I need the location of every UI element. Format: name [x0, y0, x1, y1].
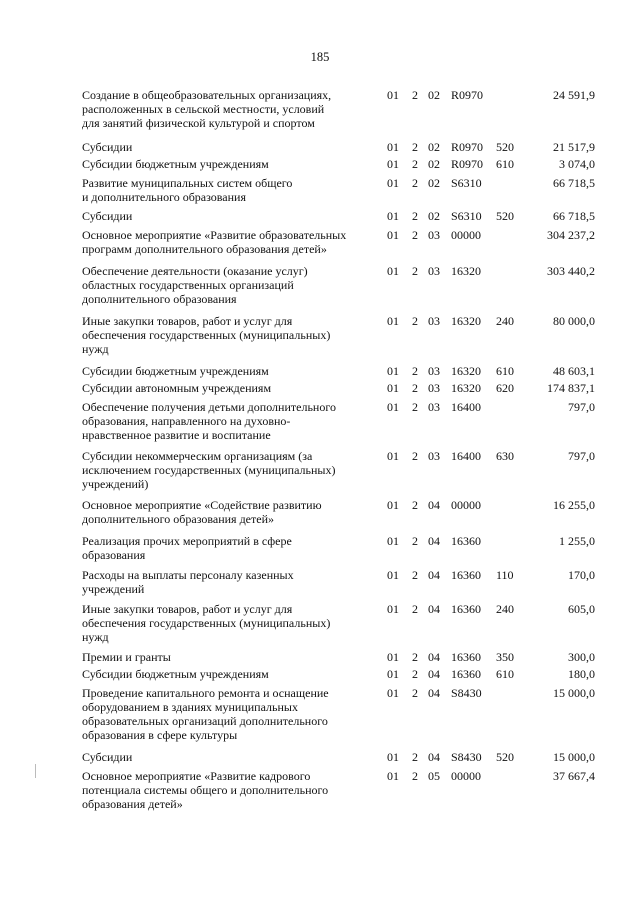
row-code-subprogram: 2	[412, 602, 418, 616]
row-code-program: 01	[387, 650, 399, 664]
row-code-program: 01	[387, 209, 399, 223]
row-amount: 605,0	[568, 602, 595, 616]
row-name: Создание в общеобразовательных организациях, расположенных в сельской местности, условий для занятий физической культурой и спортом	[82, 88, 332, 130]
row-code-activity: 04	[428, 602, 440, 616]
row-code-expense-type: 240	[496, 602, 514, 616]
row-amount: 174 837,1	[547, 381, 595, 395]
row-code-activity: 02	[428, 140, 440, 154]
row-name: Премии и гранты	[82, 650, 171, 664]
row-code-program: 01	[387, 686, 399, 700]
row-name: Субсидии	[82, 209, 133, 223]
page-number: 185	[310, 50, 330, 64]
row-code-direction: 16320	[451, 364, 481, 378]
row-code-activity: 02	[428, 157, 440, 171]
row-code-direction: 16320	[451, 314, 481, 328]
row-code-expense-type: 350	[496, 650, 514, 664]
row-amount: 3 074,0	[559, 157, 595, 171]
row-code-subprogram: 2	[412, 381, 418, 395]
row-amount: 48 603,1	[553, 364, 595, 378]
row-name: Субсидии бюджетным учреждениям	[82, 157, 269, 171]
row-name: Развитие муниципальных систем общего и дополнительного образования	[82, 176, 293, 204]
row-amount: 1 255,0	[559, 534, 595, 548]
row-code-direction: 16360	[451, 534, 481, 548]
row-code-program: 01	[387, 364, 399, 378]
row-code-subprogram: 2	[412, 209, 418, 223]
row-code-program: 01	[387, 602, 399, 616]
row-code-activity: 04	[428, 667, 440, 681]
row-code-subprogram: 2	[412, 568, 418, 582]
row-amount: 66 718,5	[553, 209, 595, 223]
row-amount: 300,0	[568, 650, 595, 664]
row-code-subprogram: 2	[412, 228, 418, 242]
margin-mark	[35, 764, 36, 778]
row-code-program: 01	[387, 314, 399, 328]
row-amount: 37 667,4	[553, 769, 595, 783]
row-amount: 16 255,0	[553, 498, 595, 512]
row-code-program: 01	[387, 534, 399, 548]
row-code-subprogram: 2	[412, 534, 418, 548]
row-code-direction: S6310	[451, 209, 482, 223]
row-name: Субсидии автономным учреждениям	[82, 381, 272, 395]
row-code-program: 01	[387, 568, 399, 582]
row-code-subprogram: 2	[412, 314, 418, 328]
row-code-subprogram: 2	[412, 650, 418, 664]
row-name: Проведение капитального ремонта и оснащение оборудованием в зданиях муниципальных образовательных организаций дополнительного образования в сфере культуры	[82, 686, 329, 742]
row-code-direction: 16320	[451, 264, 481, 278]
row-code-activity: 03	[428, 400, 440, 414]
row-code-subprogram: 2	[412, 750, 418, 764]
row-code-activity: 03	[428, 264, 440, 278]
row-code-direction: 00000	[451, 228, 481, 242]
row-code-activity: 03	[428, 381, 440, 395]
row-name: Иные закупки товаров, работ и услуг для обеспечения государственных (муниципальных) нужд	[82, 602, 331, 644]
row-code-direction: R0970	[451, 157, 484, 171]
row-code-expense-type: 520	[496, 140, 514, 154]
row-code-subprogram: 2	[412, 449, 418, 463]
row-code-activity: 02	[428, 176, 440, 190]
row-code-expense-type: 610	[496, 667, 514, 681]
row-code-expense-type: 610	[496, 364, 514, 378]
row-code-program: 01	[387, 769, 399, 783]
row-code-direction: 00000	[451, 498, 481, 512]
row-amount: 303 440,2	[547, 264, 595, 278]
row-code-activity: 03	[428, 228, 440, 242]
row-code-program: 01	[387, 157, 399, 171]
row-code-expense-type: 610	[496, 157, 514, 171]
row-code-activity: 02	[428, 209, 440, 223]
row-code-subprogram: 2	[412, 667, 418, 681]
row-code-program: 01	[387, 400, 399, 414]
row-code-expense-type: 110	[496, 568, 514, 582]
row-code-subprogram: 2	[412, 498, 418, 512]
row-code-direction: 16360	[451, 667, 481, 681]
row-code-activity: 03	[428, 449, 440, 463]
row-amount: 24 591,9	[553, 88, 595, 102]
row-code-subprogram: 2	[412, 264, 418, 278]
row-code-activity: 04	[428, 686, 440, 700]
row-code-direction: 00000	[451, 769, 481, 783]
row-code-direction: R0970	[451, 140, 484, 154]
row-amount: 15 000,0	[553, 686, 595, 700]
row-code-program: 01	[387, 140, 399, 154]
row-name: Основное мероприятие «Развитие образовательных программ дополнительного образования детей»	[82, 228, 347, 256]
row-code-program: 01	[387, 498, 399, 512]
row-code-direction: 16360	[451, 650, 481, 664]
row-code-subprogram: 2	[412, 157, 418, 171]
row-name: Обеспечение получения детьми дополнительного образования, направленного на духовно- нравственное развитие и воспитание	[82, 400, 336, 442]
row-name: Субсидии	[82, 140, 133, 154]
row-code-subprogram: 2	[412, 176, 418, 190]
row-name: Иные закупки товаров, работ и услуг для обеспечения государственных (муниципальных) нужд	[82, 314, 331, 356]
row-code-activity: 04	[428, 650, 440, 664]
row-code-program: 01	[387, 381, 399, 395]
row-code-program: 01	[387, 750, 399, 764]
row-code-activity: 04	[428, 750, 440, 764]
row-code-activity: 03	[428, 364, 440, 378]
row-amount: 80 000,0	[553, 314, 595, 328]
row-amount: 15 000,0	[553, 750, 595, 764]
row-code-direction: 16360	[451, 602, 481, 616]
row-code-direction: 16400	[451, 449, 481, 463]
row-code-activity: 05	[428, 769, 440, 783]
row-code-direction: 16360	[451, 568, 481, 582]
row-code-program: 01	[387, 264, 399, 278]
row-name: Основное мероприятие «Развитие кадрового потенциала системы общего и дополнительного образования детей»	[82, 769, 329, 811]
row-code-program: 01	[387, 88, 399, 102]
row-code-subprogram: 2	[412, 769, 418, 783]
row-code-direction: 16400	[451, 400, 481, 414]
row-code-subprogram: 2	[412, 364, 418, 378]
row-amount: 170,0	[568, 568, 595, 582]
row-code-expense-type: 630	[496, 449, 514, 463]
row-code-expense-type: 620	[496, 381, 514, 395]
row-code-subprogram: 2	[412, 140, 418, 154]
row-amount: 797,0	[568, 449, 595, 463]
row-name: Субсидии некоммерческим организациям (за исключением государственных (муниципальных) учреждений)	[82, 449, 336, 491]
row-code-program: 01	[387, 449, 399, 463]
row-code-activity: 04	[428, 568, 440, 582]
row-code-subprogram: 2	[412, 400, 418, 414]
row-amount: 66 718,5	[553, 176, 595, 190]
row-name: Субсидии	[82, 750, 133, 764]
row-code-activity: 04	[428, 498, 440, 512]
row-code-expense-type: 240	[496, 314, 514, 328]
row-code-direction: R0970	[451, 88, 484, 102]
row-name: Основное мероприятие «Содействие развитию дополнительного образования детей»	[82, 498, 322, 526]
row-code-subprogram: 2	[412, 88, 418, 102]
row-amount: 304 237,2	[547, 228, 595, 242]
row-name: Субсидии бюджетным учреждениям	[82, 364, 269, 378]
row-name: Обеспечение деятельности (оказание услуг) областных государственных организаций дополнительного образования	[82, 264, 308, 306]
row-code-program: 01	[387, 228, 399, 242]
row-code-direction: 16320	[451, 381, 481, 395]
row-code-activity: 03	[428, 314, 440, 328]
row-code-direction: S8430	[451, 750, 482, 764]
row-code-activity: 04	[428, 534, 440, 548]
row-amount: 21 517,9	[553, 140, 595, 154]
row-code-expense-type: 520	[496, 750, 514, 764]
row-code-program: 01	[387, 667, 399, 681]
row-amount: 180,0	[568, 667, 595, 681]
row-code-activity: 02	[428, 88, 440, 102]
row-amount: 797,0	[568, 400, 595, 414]
row-code-direction: S6310	[451, 176, 482, 190]
row-code-direction: S8430	[451, 686, 482, 700]
row-name: Реализация прочих мероприятий в сфере образования	[82, 534, 292, 562]
row-code-expense-type: 520	[496, 209, 514, 223]
row-code-program: 01	[387, 176, 399, 190]
row-code-subprogram: 2	[412, 686, 418, 700]
row-name: Субсидии бюджетным учреждениям	[82, 667, 269, 681]
row-name: Расходы на выплаты персоналу казенных учреждений	[82, 568, 294, 596]
